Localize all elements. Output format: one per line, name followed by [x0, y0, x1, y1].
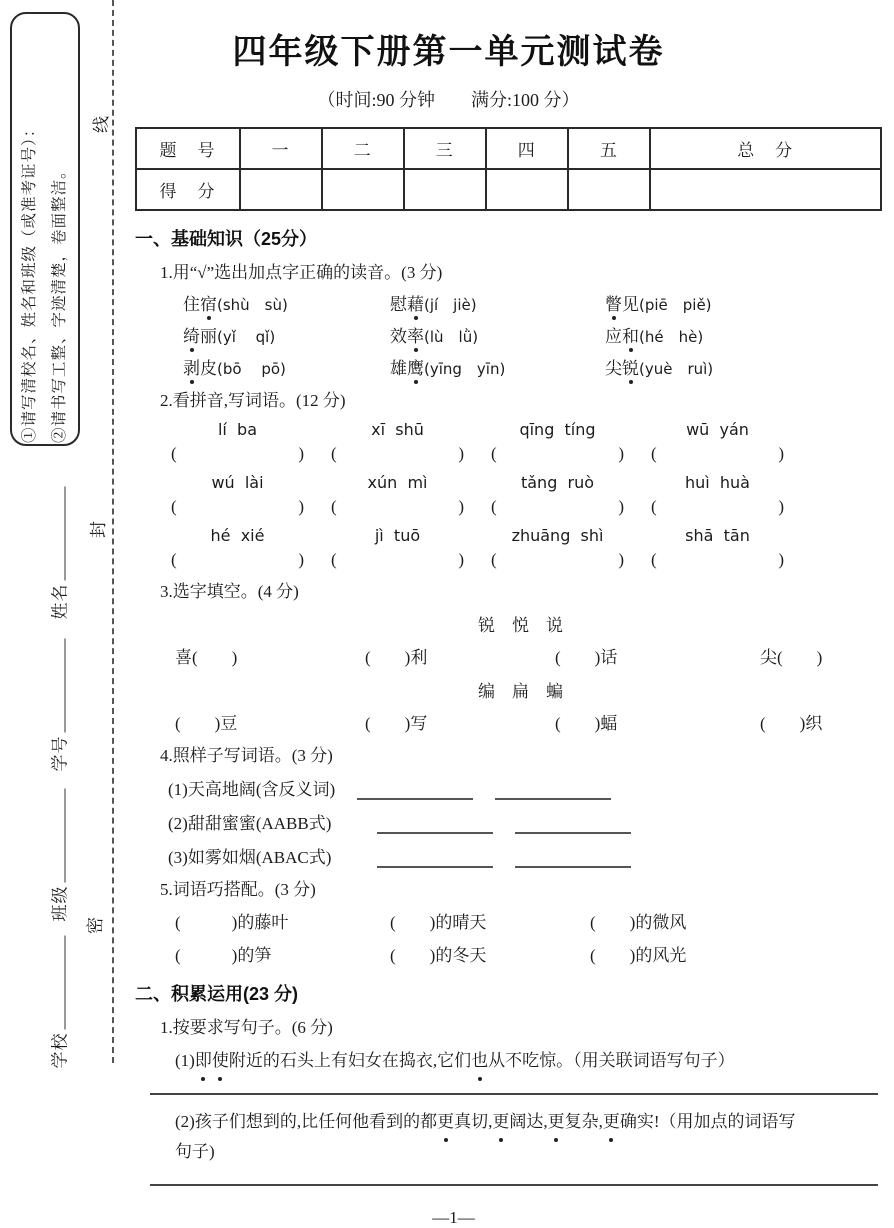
- bracket-open: (: [651, 550, 657, 569]
- q1-item: [605, 322, 882, 347]
- rewrite-sentence-2: [175, 1107, 883, 1137]
- bracket-close: ): [298, 550, 304, 569]
- fill-blank-item[interactable]: ( )利: [365, 648, 428, 667]
- q4-word-pattern-block: [135, 775, 882, 868]
- seal-dashed-line: [112, 0, 114, 1063]
- fill-blank-item[interactable]: ( )蝠: [555, 714, 618, 733]
- emphasized-char: 更: [548, 1107, 565, 1137]
- sentence-text: 确实!（用加点的词语写: [619, 1112, 796, 1131]
- bracket-close: ): [298, 497, 304, 516]
- bracket-close: ): [778, 444, 784, 463]
- bracket-close: ): [618, 550, 624, 569]
- q4-item: [168, 775, 882, 800]
- rewrite-sentence-2-cont: 句子): [175, 1142, 215, 1161]
- bracket-close: ): [458, 497, 464, 516]
- exam-subtitle: （时间:90 分钟 满分:100 分）: [317, 90, 580, 110]
- q2-bracket-row: [171, 550, 882, 570]
- pinyin-label: xī shū: [371, 420, 424, 439]
- q1-item: [605, 354, 882, 379]
- notice-line-2: ②请书写工整、字迹清楚，卷面整洁。: [51, 162, 68, 443]
- collocation-item[interactable]: ( )的风光: [590, 946, 687, 965]
- sentence-text: (1): [175, 1051, 195, 1070]
- q1-word-char: 藉: [407, 290, 424, 315]
- q1-item: [183, 354, 390, 379]
- class-field: [46, 760, 71, 922]
- pinyin-label: xún mì: [367, 473, 428, 492]
- q2-pinyin-grid: [171, 420, 882, 570]
- bracket-open: (: [651, 497, 657, 516]
- q1-item: [605, 290, 882, 315]
- score-row-label: 得 分: [136, 169, 240, 210]
- answer-bracket[interactable]: [651, 550, 784, 570]
- page-number: —1—: [432, 1208, 475, 1227]
- q2-title: 2.看拼音,写词语。(12 分): [160, 391, 346, 410]
- pinyin-label: lí ba: [217, 420, 258, 439]
- q2-bracket-row: [171, 497, 882, 517]
- sentence-text: 从不吃惊。（用关联词语写句子）: [488, 1051, 735, 1070]
- score-input-cell[interactable]: [322, 169, 404, 210]
- answer-bracket[interactable]: [651, 444, 784, 464]
- sentence-text: 阔达,: [509, 1112, 548, 1131]
- q1-word-char: 率: [407, 322, 424, 347]
- q1-pinyin: (shù sù): [217, 296, 288, 314]
- name-field-blank[interactable]: [49, 487, 66, 581]
- pinyin-label: hé xié: [210, 526, 265, 545]
- q1-word-char: 鹰: [407, 354, 424, 379]
- q1-word-char: 慰: [390, 295, 407, 314]
- sentence-text: 真切,: [454, 1112, 493, 1131]
- name-field: [46, 458, 71, 620]
- emphasized-char: 即: [195, 1046, 212, 1076]
- q1-word-grid: [183, 290, 882, 379]
- bracket-close: ): [458, 550, 464, 569]
- pinyin-label: wú lài: [211, 473, 264, 492]
- emphasized-char: 更: [437, 1107, 454, 1137]
- bracket-open: (: [171, 497, 177, 516]
- q1-word-char: 应: [605, 327, 622, 346]
- exam-content: [135, 0, 882, 1228]
- collocation-item[interactable]: ( )的冬天: [390, 946, 487, 965]
- q1-pinyin: (yuè ruì): [639, 360, 714, 378]
- student-id-field-label: 学号: [50, 735, 70, 772]
- answer-blank[interactable]: [357, 782, 473, 800]
- score-table-header-cell: 总 分: [650, 128, 881, 169]
- q1-item: [390, 354, 605, 379]
- pinyin-label: huì huà: [685, 473, 750, 492]
- pinyin-label: tǎng ruò: [520, 473, 595, 492]
- page-title: 四年级下册第一单元测试卷: [232, 33, 665, 71]
- q3-blank-row: [175, 643, 882, 668]
- fill-blank-item[interactable]: 尖( ): [760, 648, 823, 667]
- score-table-header-cell: 一: [240, 128, 322, 169]
- bracket-open: (: [331, 497, 337, 516]
- q3-fill-block: [135, 611, 882, 734]
- q1-word-char: 丽: [200, 327, 217, 346]
- pinyin-label: wū yán: [686, 420, 749, 439]
- fill-blank-item[interactable]: ( )织: [760, 714, 823, 733]
- q1-pinyin: (yīng yīn): [424, 360, 506, 378]
- fill-blank-item[interactable]: ( )写: [365, 714, 428, 733]
- sentence-text: 复杂,: [564, 1112, 603, 1131]
- answer-bracket[interactable]: [171, 444, 304, 464]
- bracket-close: ): [618, 497, 624, 516]
- q2-pinyin-row: [171, 420, 882, 439]
- score-table-header-cell: 五: [568, 128, 650, 169]
- bracket-close: ): [298, 444, 304, 463]
- fill-blank-item[interactable]: ( )话: [555, 648, 618, 667]
- q1-item: [390, 290, 605, 315]
- q1-pinyin: (piē piě): [639, 296, 712, 314]
- answer-blank[interactable]: [495, 782, 611, 800]
- name-field-label: 姓名: [50, 583, 70, 620]
- seal-char-feng: 封: [89, 521, 108, 538]
- bracket-open: (: [171, 444, 177, 463]
- q1-item: [183, 322, 390, 347]
- q1-item: [390, 322, 605, 347]
- school-field-label: 学校: [50, 1032, 70, 1069]
- q1-word-char: 见: [622, 295, 639, 314]
- q5-row: [175, 908, 882, 933]
- bracket-open: (: [171, 550, 177, 569]
- class-field-label: 班级: [50, 885, 70, 922]
- q1-word-char: 尖: [605, 359, 622, 378]
- seal-char-xian: 线: [92, 116, 111, 133]
- pinyin-label: zhuāng shì: [511, 526, 604, 545]
- score-table: [135, 127, 882, 211]
- pinyin-label: shā tān: [685, 526, 750, 545]
- q4-title: 4.照样子写词语。(3 分): [160, 746, 333, 765]
- answer-bracket[interactable]: [491, 444, 624, 464]
- answer-blank[interactable]: [377, 816, 493, 834]
- answer-bracket[interactable]: [171, 550, 304, 570]
- q1-pinyin: (yǐ qǐ): [217, 328, 276, 346]
- class-field-blank[interactable]: [49, 789, 66, 883]
- collocation-item[interactable]: ( )的笋: [175, 946, 272, 965]
- school-field-blank[interactable]: [49, 936, 66, 1030]
- q1-word-char: 锐: [622, 354, 639, 379]
- answer-bracket[interactable]: [331, 444, 464, 464]
- q1-word-char: 瞥: [605, 290, 622, 315]
- q1-word-char: 皮: [200, 359, 217, 378]
- bracket-close: ): [618, 444, 624, 463]
- q4-item: [168, 843, 882, 868]
- q4-item: [168, 809, 882, 834]
- bracket-open: (: [491, 444, 497, 463]
- fill-blank-item[interactable]: 喜( ): [175, 648, 238, 667]
- score-table-header-cell: 四: [486, 128, 568, 169]
- emphasized-char: 更: [603, 1107, 620, 1137]
- section1-heading: 一、基础知识（25分）: [135, 229, 318, 249]
- q1-pinyin: (jí jiè): [424, 296, 477, 314]
- score-input-cell[interactable]: [650, 169, 881, 210]
- bracket-open: (: [491, 550, 497, 569]
- q2-bracket-row: [171, 444, 882, 464]
- q1-word-char: 住: [183, 295, 200, 314]
- char-options: 编 扁 蝙: [478, 682, 563, 701]
- collocation-item[interactable]: ( )的微风: [590, 913, 687, 932]
- fill-blank-item[interactable]: ( )豆: [175, 714, 238, 733]
- score-input-cell[interactable]: [240, 169, 322, 210]
- q3-blank-row: [175, 709, 882, 734]
- answer-line-2[interactable]: [150, 1184, 878, 1186]
- answer-blank[interactable]: [515, 816, 631, 834]
- q1-pinyin: (bō pō): [217, 360, 286, 378]
- answer-bracket[interactable]: [171, 497, 304, 517]
- collocation-item[interactable]: ( )的晴天: [390, 913, 487, 932]
- answer-blank[interactable]: [515, 850, 631, 868]
- q1-title: 1.用“√”选出加点字正确的读音。(3 分): [160, 263, 443, 282]
- score-table-score-row: [136, 169, 881, 210]
- q5-collocation-block: [135, 908, 882, 966]
- bracket-close: ): [458, 444, 464, 463]
- seal-char-mi: 密: [86, 917, 105, 934]
- emphasized-char: 更: [492, 1107, 509, 1137]
- sentence-text: (2)孩子们想到的,比任何他看到的都: [175, 1112, 438, 1131]
- bracket-close: ): [778, 550, 784, 569]
- q4-item-label: (1)天高地阔(含反义词): [168, 780, 336, 799]
- q3-title: 3.选字填空。(4 分): [160, 582, 299, 601]
- student-id-field-blank[interactable]: [49, 639, 66, 733]
- q1-word-char: 效: [390, 327, 407, 346]
- emphasized-char: 使: [212, 1046, 229, 1076]
- score-table-header-cell: 三: [404, 128, 486, 169]
- q1-pinyin: (lù lǜ): [424, 328, 479, 346]
- q1-pinyin: (hé hè): [639, 328, 704, 346]
- q1-word-char: 雄: [390, 359, 407, 378]
- school-field: [46, 907, 71, 1069]
- q4-item-label: (2)甜甜蜜蜜(AABB式): [168, 814, 332, 833]
- collocation-item[interactable]: ( )的藤叶: [175, 913, 289, 932]
- bracket-open: (: [331, 550, 337, 569]
- answer-bracket[interactable]: [651, 497, 784, 517]
- emphasized-char: 也: [471, 1046, 488, 1076]
- answer-blank[interactable]: [377, 850, 493, 868]
- q4-item-label: (3)如雾如烟(ABAC式): [168, 848, 332, 867]
- score-table-header-cell: 题 号: [136, 128, 240, 169]
- s2-q1-title: 1.按要求写句子。(6 分): [160, 1018, 333, 1037]
- rewrite-sentence-1: [175, 1046, 883, 1076]
- score-table-header-row: [136, 128, 881, 169]
- pinyin-label: qīng tíng: [519, 420, 596, 439]
- answer-bracket[interactable]: [331, 550, 464, 570]
- score-input-cell[interactable]: [486, 169, 568, 210]
- answer-bracket[interactable]: [331, 497, 464, 517]
- notice-line-1: ①请写清校名、姓名和班级（或准考证号）：: [21, 120, 38, 443]
- score-input-cell[interactable]: [404, 169, 486, 210]
- q1-word-char: 绮: [183, 322, 200, 347]
- q2-pinyin-row: [171, 473, 882, 492]
- sentence-text: 附近的石头上有妇女在捣衣,它们: [228, 1051, 472, 1070]
- answer-line-1[interactable]: [150, 1093, 878, 1095]
- bracket-open: (: [651, 444, 657, 463]
- q1-word-char: 和: [622, 322, 639, 347]
- bracket-open: (: [491, 497, 497, 516]
- q5-row: [175, 941, 882, 966]
- q1-word-char: 宿: [200, 290, 217, 315]
- q1-item: [183, 290, 390, 315]
- bracket-open: (: [331, 444, 337, 463]
- notice-box: [10, 12, 80, 446]
- pinyin-label: jì tuō: [374, 526, 421, 545]
- q1-word-char: 剥: [183, 354, 200, 379]
- bracket-close: ): [778, 497, 784, 516]
- notice-text: [13, 15, 77, 443]
- char-options: 锐 悦 说: [478, 616, 563, 635]
- answer-bracket[interactable]: [491, 550, 624, 570]
- q2-pinyin-row: [171, 526, 882, 545]
- score-input-cell[interactable]: [568, 169, 650, 210]
- answer-bracket[interactable]: [491, 497, 624, 517]
- score-table-header-cell: 二: [322, 128, 404, 169]
- q5-title: 5.词语巧搭配。(3 分): [160, 880, 316, 899]
- section2-heading: 二、积累运用(23 分): [135, 984, 299, 1004]
- student-id-field: [46, 610, 71, 772]
